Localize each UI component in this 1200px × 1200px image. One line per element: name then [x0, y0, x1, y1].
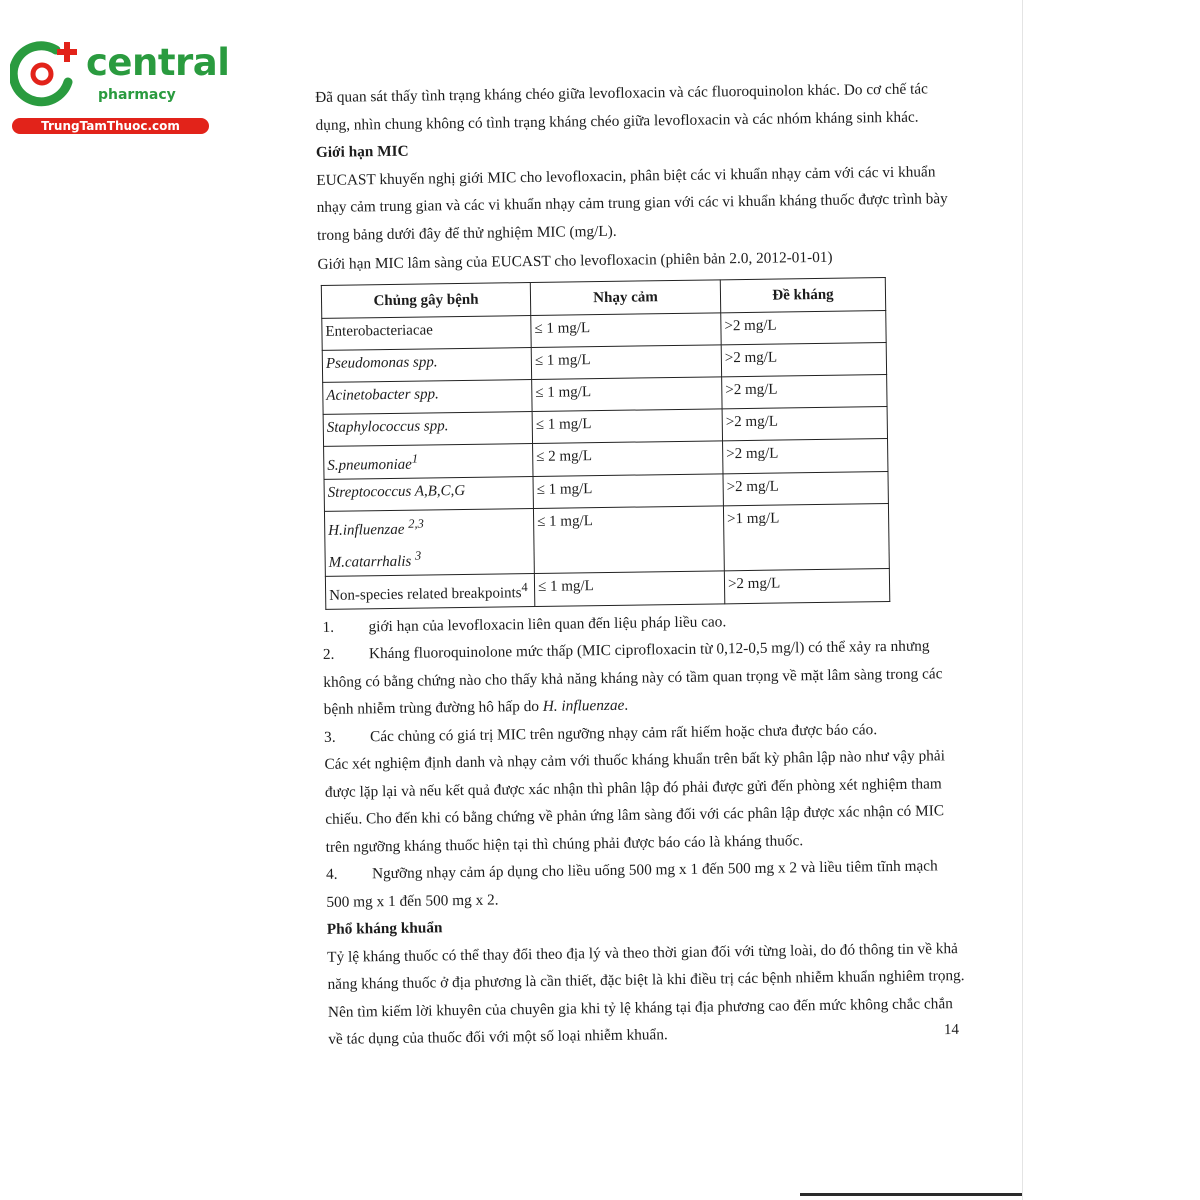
resistant-cell: >1 mg/L [723, 503, 889, 570]
logo-name: central [86, 41, 230, 84]
pathogen-cell: Pseudomonas spp. [322, 347, 531, 382]
table-row [324, 503, 889, 576]
susceptible-cell: ≤ 1 mg/L [532, 408, 722, 443]
pathogen-cell: Enterobacteriacae [322, 315, 531, 350]
resistant-cell: >2 mg/L [722, 374, 887, 408]
footnote-text: Các chủng có giá trị MIC trên ngưỡng nhạy cảm rất hiếm hoặc chưa được báo cáo. [369, 720, 878, 745]
resistant-cell: >2 mg/L [721, 310, 886, 344]
header-susceptible: Nhạy cảm [530, 279, 720, 315]
mic-table [321, 277, 890, 610]
spectrum-paragraph: Tỷ lệ kháng thuốc có thể thay đổi theo địa lý và theo thời gian đối với từng loài, do đó thông tin về khả năng kháng thuốc ở địa phương là cần thiết, đặc biệt là khi điều trị các bệnh nhiễm khuẩn nghiêm trọng. Nên tìm kiếm lời khuyên của chuyên gia khi tỷ lệ kháng tại địa phương cao đến mức không chắc chắn về tác dụng của thuốc đối với một số loại nhiễm khuẩn. [327, 939, 965, 1048]
footnotes [322, 605, 966, 916]
susceptible-cell: ≤ 1 mg/L [532, 376, 722, 411]
footnote-text: Ngưỡng nhạy cảm áp dụng cho liều uống 500 mg x 1 đến 500 mg x 2 và liều tiêm tĩnh mạch [371, 857, 938, 883]
pathogen-cell: Non-species related breakpoints$^4$ [325, 573, 534, 609]
pathogen-cell: Staphylococcus spp. [323, 411, 532, 446]
footnote-number: 3. [323, 728, 336, 746]
susceptible-cell: ≤ 1 mg/L [531, 312, 721, 347]
intro-paragraph: Đã quan sát thấy tình trạng kháng chéo giữa levofloxacin và các fluoroquinolon khác. Do cơ chế tác dụng, nhìn chung không có tình trạng kháng chéo giữa levofloxacin và các nhóm kháng sinh khác. [315, 80, 928, 134]
resistant-cell: >2 mg/L [722, 406, 887, 440]
susceptible-cell: ≤ 1 mg/L [533, 505, 724, 573]
pathogen-cell: Acinetobacter spp. [323, 379, 532, 414]
resistant-cell: >2 mg/L [724, 568, 889, 603]
susceptible-cell: ≤ 1 mg/L [534, 570, 724, 606]
footnote-text: giới hạn của levofloxacin liên quan đến liệu pháp liều cao. [368, 612, 727, 635]
footnote-continuation: 500 mg x 1 đến 500 mg x 2. [326, 891, 499, 911]
pharmacy-logo[interactable] [10, 38, 230, 136]
table-caption: Giới hạn MIC lâm sàng của EUCAST cho levofloxacin (phiên bản 2.0, 2012-01-01) [317, 248, 833, 273]
susceptible-cell: ≤ 2 mg/L [533, 440, 723, 476]
pathogen-cell: Streptococcus A,B,C,G [324, 476, 533, 511]
susceptible-cell: ≤ 1 mg/L [533, 473, 723, 508]
resistant-cell: >2 mg/L [721, 342, 886, 376]
scan-edge-line [800, 1193, 1022, 1196]
spectrum-heading: Phổ kháng khuẩn [326, 919, 443, 938]
footnote-continuation: Các xét nghiệm định danh và nhạy cảm với thuốc kháng khuẩn trên bất kỳ phân lập nào như vậy phải được lặp lại và nếu kết quả được xác nhận thì phân lập đó phải được gửi đến phòng xét nghiệm tham chiếu. Cho đến khi có bằng chứng về phản ứng lâm sàng đối với các phân lập được xác nhận có MIC trên ngưỡng kháng thuốc hiện tại thì chúng phải được báo cáo là kháng thuốc. [324, 747, 946, 856]
mic-heading: Giới hạn MIC [315, 142, 409, 161]
logo-subtitle: pharmacy [98, 87, 176, 103]
footnote-text: Kháng fluoroquinolone mức thấp (MIC ciprofloxacin từ 0,12-0,5 mg/l) có thể xảy ra nhưng [368, 637, 930, 663]
header-resistant: Đề kháng [720, 277, 885, 312]
mic-paragraph: EUCAST khuyến nghị giới MIC cho levofloxacin, phân biệt các vi khuẩn nhạy cảm với các vi khuẩn nhạy cảm trung gian và các vi khuẩn nhạy cảm trung gian với các vi khuẩn kháng thuốc được trình bày trong bảng dưới đây để thử nghiệm MIC (mg/L). [316, 162, 948, 244]
header-pathogen: Chủng gây bệnh [321, 282, 530, 318]
footnote-number: 1. [322, 618, 335, 636]
footnote-number: 2. [322, 645, 335, 663]
resistant-cell: >2 mg/L [723, 438, 888, 473]
logo-url-link[interactable]: TrungTamThuoc.com [12, 118, 209, 134]
document-body [315, 75, 968, 1053]
footnote-continuation: không có bằng chứng nào cho thấy khả năng kháng này có tầm quan trọng về mặt lâm sàng trong các bệnh nhiễm trùng đường hô hấp do H. influenzae. [323, 664, 943, 718]
pathogen-cell: H.influenzae $^{2,3}$ M.catarrhalis $^3$ [324, 508, 534, 576]
resistant-cell: >2 mg/L [723, 471, 888, 505]
susceptible-cell: ≤ 1 mg/L [531, 344, 721, 379]
page-number: 14 [943, 1021, 960, 1039]
footnote-number: 4. [325, 865, 338, 883]
page-edge [1022, 0, 1023, 1200]
logo-c-cross-icon [10, 38, 90, 108]
pathogen-cell: S.pneumoniae$^1$ [324, 443, 533, 479]
